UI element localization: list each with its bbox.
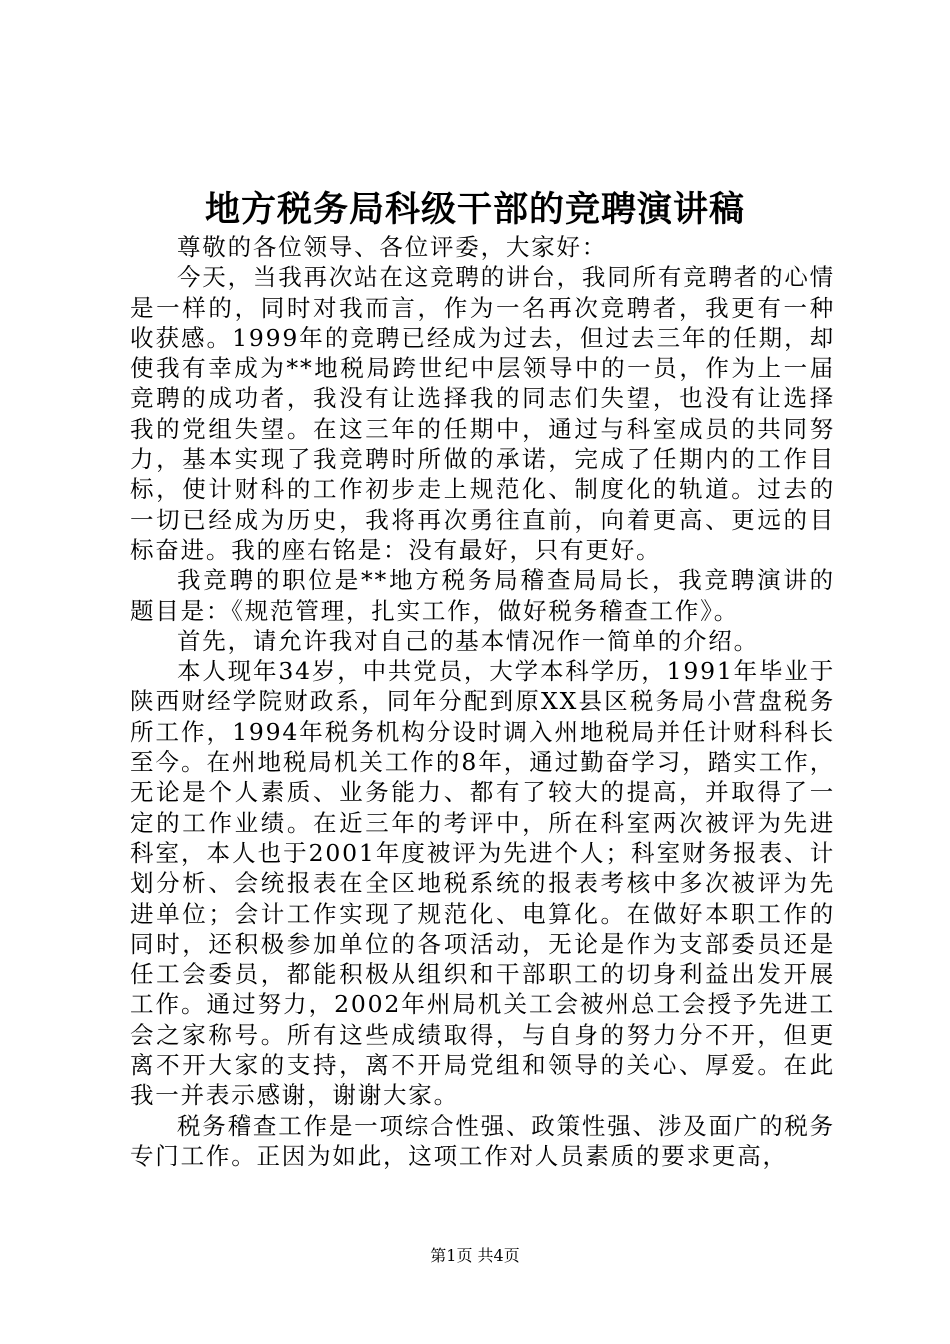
body-paragraph: 今天，当我再次站在这竞聘的讲台，我同所有竞聘者的心情是一样的，同时对我而言，作为一名再次竞聘者，我更有一种收获感。1999年的竞聘已经成为过去，但过去三年的任期，却使我有幸成为**地税局跨世纪中层领导中的一员，作为上一届竞聘的成功者，我没有让选择我的同志们失望，也没有让选择我的党组失望。在这三年的任期中，通过与科室成员的共同努力，基本实现了我竞聘时所做的承诺，完成了任期内的工作目标，使计财科的工作初步走上规范化、制度化的轨道。过去的一切已经成为历史，我将再次勇往直前，向着更高、更远的目标奋进。我的座右铭是：没有最好，只有更好。 [130, 263, 835, 564]
document-title: 地方税务局科级干部的竞聘演讲稿 [204, 189, 745, 230]
body-paragraph: 首先，请允许我对自己的基本情况作一简单的介绍。 [177, 626, 759, 655]
body-paragraph: 本人现年34岁，中共党员，大学本科学历，1991年毕业于陕西财经学院财政系，同年分配到原XX县区税务局小营盘税务所工作，1994年税务机构分设时调入州地税局并任计财科科长至今。在州地税局机关工作的8年，通过勤奋学习，踏实工作，无论是个人素质、业务能力、都有了较大的提高，并取得了一定的工作业绩。在近三年的考评中，所在科室两次被评为先进科室，本人也于2001年度被评为先进个人；科室财务报表、计划分析、会统报表在全区地税系统的报表考核中多次被评为先进单位；会计工作实现了规范化、电算化。在做好本职工作的同时，还积极参加单位的各项活动，无论是作为支部委员还是任工会委员，都能积极从组织和干部职工的切身利益出发开展工作。通过努力，2002年州局机关工会被州总工会授予先进工会之家称号。所有这些成绩取得，与自身的努力分不开，但更离不开大家的支持，离不开局党组和领导的关心、厚爱。在此我一并表示感谢，谢谢大家。 [130, 657, 835, 1110]
document-body [130, 232, 835, 1171]
page-footer: 第1页 共4页 [430, 1246, 520, 1265]
body-paragraph: 税务稽查工作是一项综合性强、政策性强、涉及面广的税务专门工作。正因为如此，这项工作对人员素质的要求更高， [130, 1111, 835, 1170]
greeting-paragraph: 尊敬的各位领导、各位评委，大家好： [177, 233, 608, 261]
body-paragraph: 我竞聘的职位是**地方税务局稽查局局长，我竞聘演讲的题目是：《规范管理，扎实工作，做好税务稽查工作》。 [130, 566, 835, 625]
